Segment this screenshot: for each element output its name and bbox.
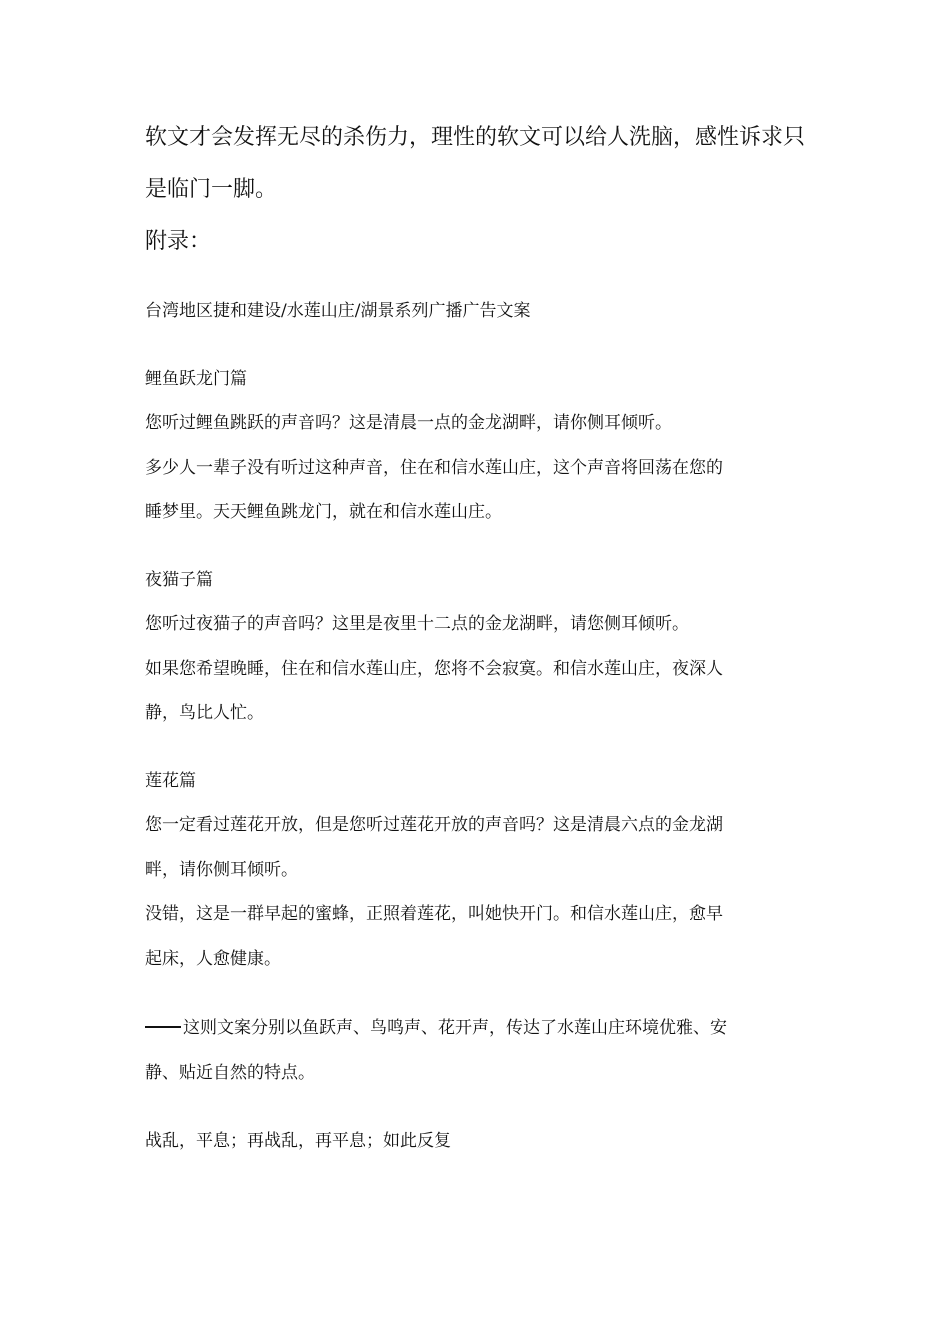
closing-line: 战乱，平息；再战乱，再平息；如此反复 xyxy=(145,1131,451,1151)
section-title-owl: 夜猫子篇 xyxy=(145,570,213,590)
commentary-line-2: 静、贴近自然的特点。 xyxy=(145,1063,315,1083)
section-line: 您听过夜猫子的声音吗？这里是夜里十二点的金龙湖畔，请您侧耳倾听。 xyxy=(145,614,689,634)
intro-line-2: 是临门一脚。 xyxy=(145,177,278,202)
commentary-text: 这则文案分别以鱼跃声、鸟鸣声、花开声，传达了水莲山庄环境优雅、安 xyxy=(183,1018,727,1038)
section-line: 如果您希望晚睡，住在和信水莲山庄，您将不会寂寞。和信水莲山庄，夜深人 xyxy=(145,659,723,679)
intro-line-1: 软文才会发挥无尽的杀伤力，理性的软文可以给人洗脑，感性诉求只 xyxy=(145,125,806,150)
section-line: 您听过鲤鱼跳跃的声音吗？这是清晨一点的金龙湖畔，请你侧耳倾听。 xyxy=(145,413,672,433)
em-dash xyxy=(145,1026,181,1028)
commentary-line-1 xyxy=(145,1013,727,1038)
section-line: 静，鸟比人忙。 xyxy=(145,703,264,723)
section-title-carp: 鲤鱼跃龙门篇 xyxy=(145,369,247,389)
section-line: 起床，人愈健康。 xyxy=(145,949,281,969)
section-line: 畔，请你侧耳倾听。 xyxy=(145,860,298,880)
section-line: 多少人一辈子没有听过这种声音，住在和信水莲山庄，这个声音将回荡在您的 xyxy=(145,458,723,478)
section-line: 睡梦里。天天鲤鱼跳龙门，就在和信水莲山庄。 xyxy=(145,502,502,522)
section-line: 您一定看过莲花开放，但是您听过莲花开放的声音吗？这是清晨六点的金龙湖 xyxy=(145,815,723,835)
section-line: 没错，这是一群早起的蜜蜂，正照着莲花，叫她快开门。和信水莲山庄，愈早 xyxy=(145,904,723,924)
section-title-lotus: 莲花篇 xyxy=(145,771,196,791)
appendix-label: 附录： xyxy=(145,229,212,254)
ad-series-heading: 台湾地区捷和建设/水莲山庄/湖景系列广播广告文案 xyxy=(145,301,531,321)
